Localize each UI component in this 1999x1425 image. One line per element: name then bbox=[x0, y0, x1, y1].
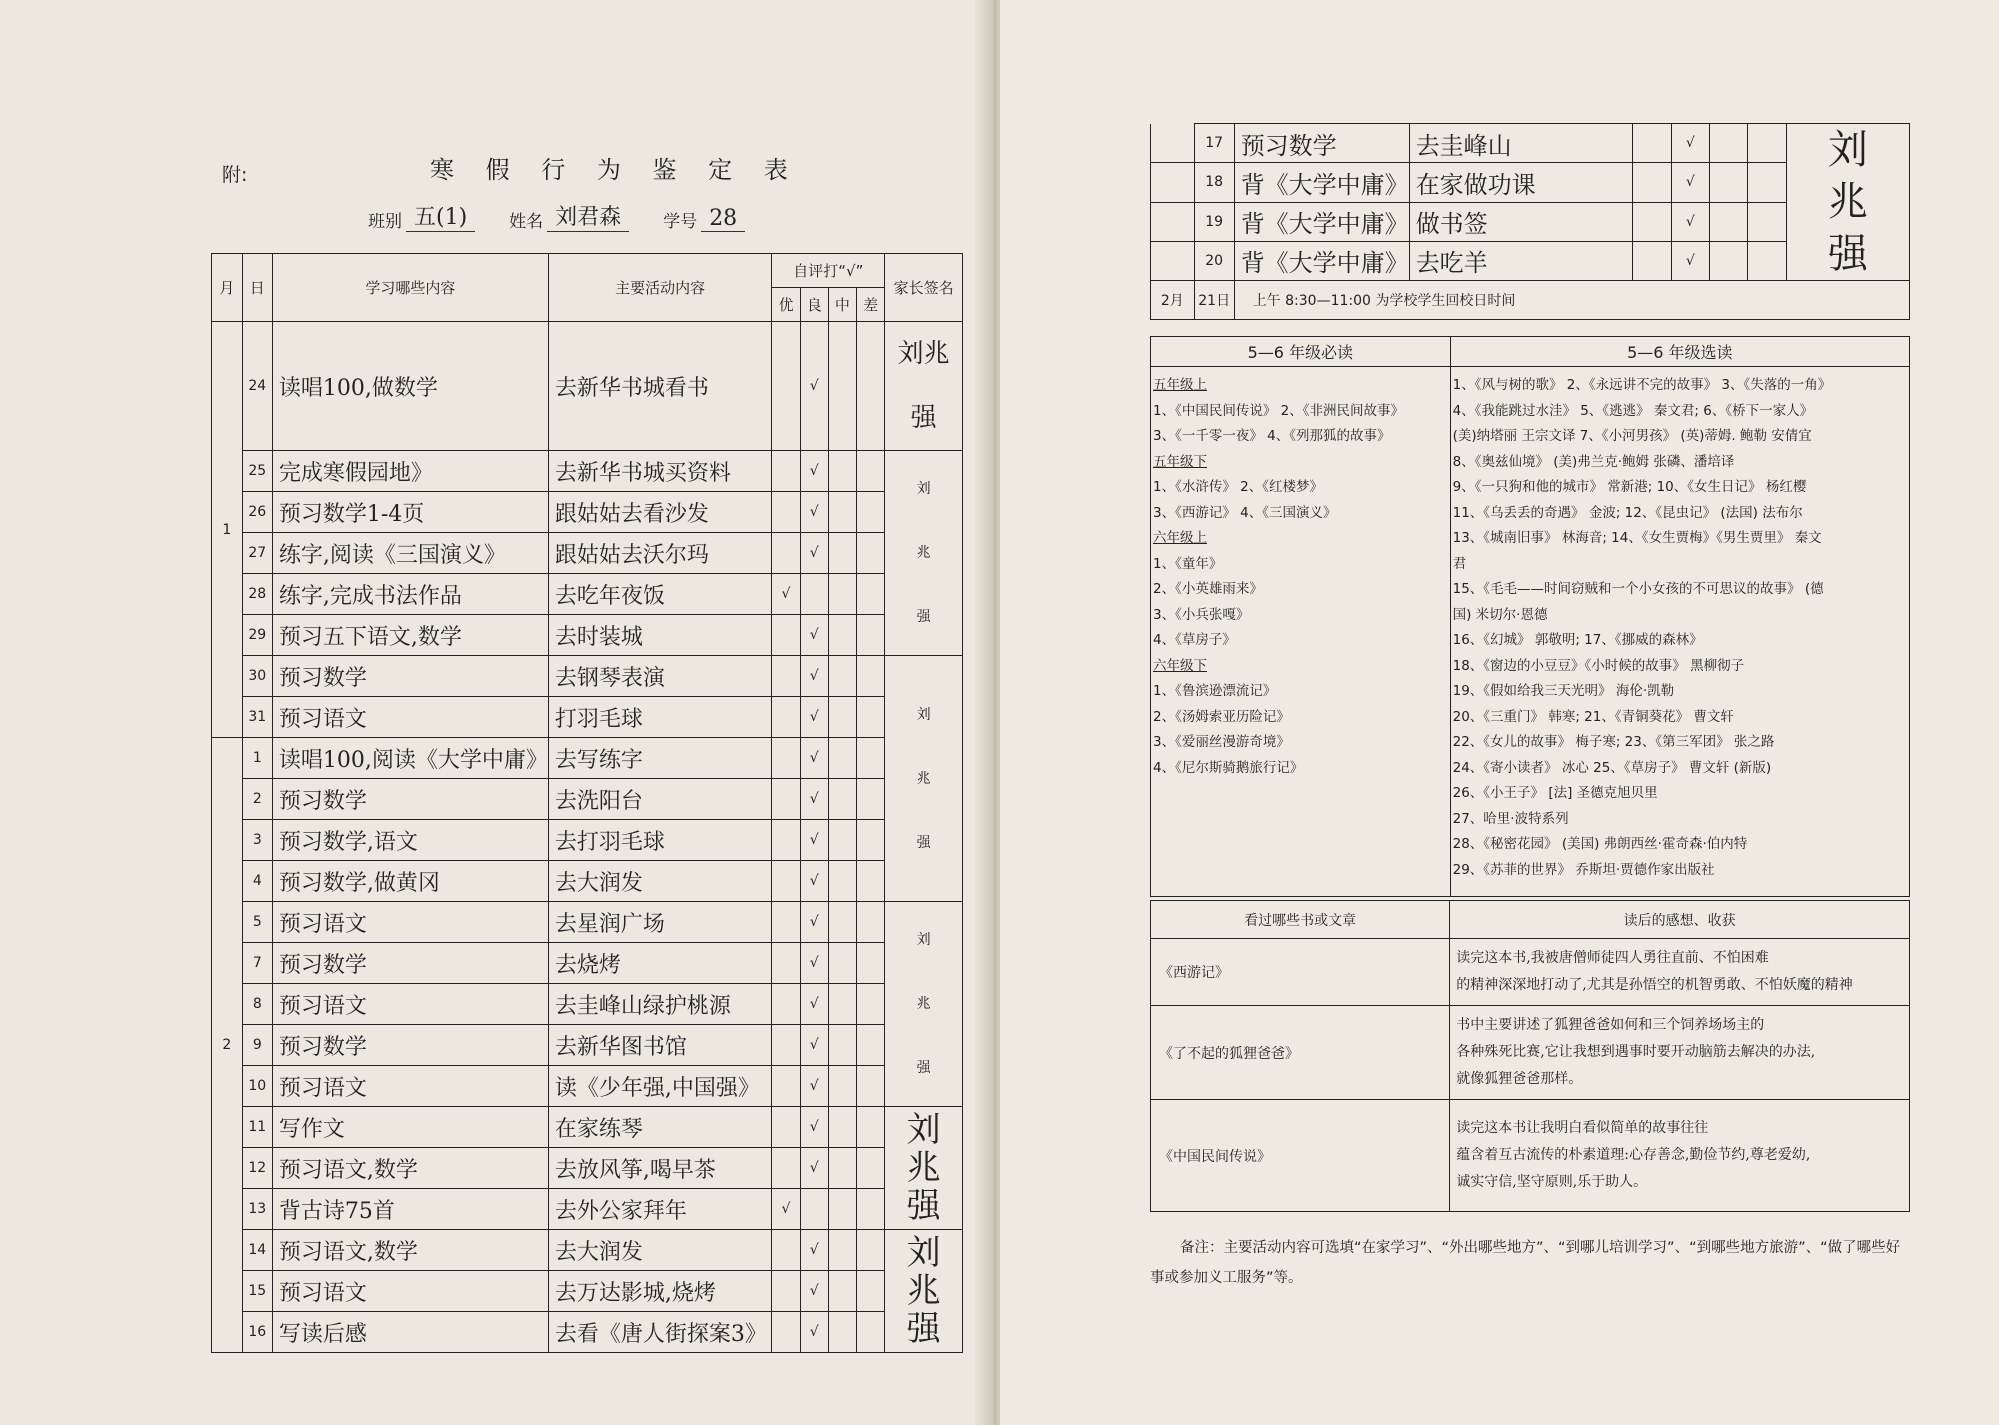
tick-mark: √ bbox=[800, 615, 828, 656]
sig-char: 兆 bbox=[916, 545, 931, 561]
form-title: 寒 假 行 为 鉴 定 表 bbox=[430, 156, 800, 184]
activity-cell: 去圭峰山 bbox=[1409, 124, 1633, 163]
tick-mark: √ bbox=[800, 533, 828, 574]
day-cell: 8 bbox=[242, 984, 272, 1025]
header-month: 月 bbox=[212, 254, 243, 322]
class-value: 五(1) bbox=[406, 200, 475, 232]
grade-label: 六年级下 bbox=[1153, 657, 1207, 674]
day-cell: 2 bbox=[242, 779, 272, 820]
list-item: 16、《幻城》 郭敬明; 17、《挪威的森林》 bbox=[1452, 632, 1703, 648]
study-cell: 背《大学中庸》 bbox=[1234, 202, 1409, 241]
study-cell: 预习语文 bbox=[272, 1066, 548, 1107]
activity-cell: 去万达影城,烧烤 bbox=[548, 1271, 772, 1312]
study-cell: 背古诗75首 bbox=[272, 1189, 548, 1230]
activity-cell: 去新华书城买资料 bbox=[548, 451, 772, 492]
day-cell: 7 bbox=[242, 943, 272, 984]
tick-mark: √ bbox=[800, 820, 828, 861]
optional-list bbox=[1450, 367, 1909, 897]
list-item: 11、《乌丢丢的奇遇》 金波; 12、《昆虫记》 (法国) 法布尔 bbox=[1452, 504, 1803, 521]
sig-char: 刘 bbox=[916, 932, 931, 948]
activity-cell: 去圭峰山绿护桃源 bbox=[548, 984, 772, 1025]
list-item: 3、《爱丽丝漫游奇境》 bbox=[1153, 734, 1290, 750]
activity-cell: 去星润广场 bbox=[548, 902, 772, 943]
tick-mark: √ bbox=[800, 1148, 828, 1189]
sig-char: 强 bbox=[916, 609, 931, 625]
activity-cell: 去放风筝,喝早茶 bbox=[548, 1148, 772, 1189]
activity-cell: 去写练字 bbox=[548, 738, 772, 779]
sig-char: 强 bbox=[906, 1186, 941, 1226]
day-cell: 1 bbox=[242, 738, 272, 779]
parent-signature-vertical bbox=[885, 1107, 963, 1230]
grade-label: 五年级上 bbox=[1153, 377, 1207, 393]
book-reflection bbox=[1450, 1100, 1910, 1212]
study-cell: 预习数学,语文 bbox=[272, 820, 548, 861]
header-poor: 差 bbox=[857, 288, 885, 322]
reading-list-table bbox=[1150, 336, 1910, 897]
activity-cell: 去大润发 bbox=[548, 1230, 772, 1271]
study-cell: 预习数学 bbox=[272, 656, 548, 697]
day-cell: 14 bbox=[242, 1230, 272, 1271]
study-cell: 读唱100,阅读《大学中庸》 bbox=[272, 738, 548, 779]
required-list bbox=[1151, 367, 1451, 897]
day-cell: 4 bbox=[242, 861, 272, 902]
list-item: 19、《假如给我三天光明》 海伦·凯勒 bbox=[1452, 683, 1675, 699]
parent-signature-vertical bbox=[885, 902, 963, 1107]
list-item: (美)纳塔丽 王宗文译 7、《小河男孩》 (英)蒂姆. 鲍勒 安倩宜 bbox=[1452, 428, 1812, 444]
tick-mark: √ bbox=[800, 1271, 828, 1312]
study-cell: 预习语文,数学 bbox=[272, 1148, 548, 1189]
student-info bbox=[368, 200, 779, 232]
sig-char: 强 bbox=[916, 834, 931, 851]
remarks-note: 备注：主要活动内容可选填“在家学习”、“外出哪些地方”、“到哪儿培训学习”、“到哪些地方旅游”、“做了哪些好事或参加义工服务”等。 bbox=[1150, 1240, 1901, 1286]
activity-cell: 去大润发 bbox=[548, 861, 772, 902]
list-item: 26、《小王子》 [法] 圣德克旭贝里 bbox=[1452, 785, 1658, 801]
day-cell: 10 bbox=[242, 1066, 272, 1107]
study-cell: 预习数学 bbox=[272, 943, 548, 984]
activity-cell: 去外公家拜年 bbox=[548, 1189, 772, 1230]
sig-char: 兆 bbox=[1827, 179, 1868, 225]
tick-mark: √ bbox=[800, 738, 828, 779]
list-item: 1、《鲁滨逊漂流记》 bbox=[1153, 683, 1277, 699]
day-cell: 5 bbox=[242, 902, 272, 943]
tick-mark: √ bbox=[800, 697, 828, 738]
reflection-line: 诚实守信,坚守原则,乐于助人。 bbox=[1456, 1174, 1648, 1190]
sig-char: 强 bbox=[916, 1060, 931, 1076]
sig-char: 刘 bbox=[906, 1233, 941, 1273]
list-item: 13、《城南旧事》 林海音; 14、《女生贾梅》《男生贾里》 秦文 bbox=[1452, 530, 1822, 546]
book-title: 《了不起的狐狸爸爸》 bbox=[1151, 1006, 1450, 1100]
sig-char: 刘 bbox=[916, 481, 931, 497]
day-cell: 16 bbox=[242, 1312, 272, 1353]
sig-char: 兆 bbox=[906, 1271, 941, 1311]
list-item: 4、《我能跳过水洼》 5、《逃逃》 秦文君; 6、《桥下一家人》 bbox=[1452, 402, 1814, 419]
month-jan: 1 bbox=[212, 322, 243, 738]
tick-mark: √ bbox=[772, 1189, 800, 1230]
tick-mark: √ bbox=[800, 492, 828, 533]
sig-char: 兆 bbox=[916, 770, 931, 787]
study-cell: 背《大学中庸》 bbox=[1234, 241, 1409, 280]
day-cell: 19 bbox=[1194, 202, 1234, 241]
header-good: 良 bbox=[800, 288, 828, 322]
study-cell: 预习数学 bbox=[272, 779, 548, 820]
list-item: 27、哈里·波特系列 bbox=[1452, 810, 1569, 827]
list-item: 8、《奥兹仙境》 (美)弗兰克·鲍姆 张磷、潘培译 bbox=[1452, 453, 1735, 470]
study-cell: 预习语文 bbox=[272, 1271, 548, 1312]
study-cell: 写作文 bbox=[272, 1107, 548, 1148]
tick-mark: √ bbox=[800, 1312, 828, 1353]
activity-cell: 去烧烤 bbox=[548, 943, 772, 984]
attachment-label: 附: bbox=[222, 164, 248, 186]
activity-cell: 在家练琴 bbox=[548, 1107, 772, 1148]
tick-mark: √ bbox=[1671, 124, 1710, 163]
reflection-line: 读完这本书,我被唐僧师徒四人勇往直前、不怕困难 bbox=[1456, 950, 1769, 966]
reflection-line: 的精神深深地打动了,尤其是孙悟空的机智勇敢、不怕妖魔的精神 bbox=[1456, 977, 1853, 993]
activity-cell: 去新华图书馆 bbox=[548, 1025, 772, 1066]
tick-mark: √ bbox=[772, 574, 800, 615]
behavior-table-continued bbox=[1150, 123, 1910, 320]
sig-char: 强 bbox=[906, 1309, 941, 1349]
name-label: 姓名 bbox=[509, 212, 544, 232]
study-cell: 背《大学中庸》 bbox=[1234, 163, 1409, 202]
return-month: 2月 bbox=[1151, 281, 1195, 320]
sig-char: 刘 bbox=[906, 1110, 941, 1150]
list-item: 3、《小兵张嘎》 bbox=[1153, 606, 1250, 623]
day-cell: 28 bbox=[242, 574, 272, 615]
list-item: 22、《女儿的故事》 梅子寒; 23、《第三军团》 张之路 bbox=[1452, 734, 1775, 750]
tick-mark: √ bbox=[800, 656, 828, 697]
study-cell: 读唱100,做数学 bbox=[272, 322, 548, 451]
study-cell: 写读后感 bbox=[272, 1312, 548, 1353]
activity-cell: 读《少年强,中国强》 bbox=[548, 1066, 772, 1107]
list-item: 4、《尼尔斯骑鹅旅行记》 bbox=[1153, 759, 1304, 776]
book-reflection bbox=[1450, 939, 1910, 1006]
tick-mark: √ bbox=[1671, 202, 1710, 241]
list-item: 15、《毛毛——时间窃贼和一个小女孩的不可思议的故事》 (德 bbox=[1452, 581, 1824, 597]
id-label: 学号 bbox=[663, 212, 698, 232]
list-item: 24、《寄小读者》 冰心 25、《草房子》 曹文轩 (新版) bbox=[1452, 759, 1772, 776]
list-item: 18、《窗边的小豆豆》《小时候的故事》 黑柳彻子 bbox=[1452, 657, 1745, 674]
study-cell: 预习五下语文,数学 bbox=[272, 615, 548, 656]
header-medium: 中 bbox=[828, 288, 856, 322]
tick-mark: √ bbox=[800, 1025, 828, 1066]
study-cell: 预习数学,做黄冈 bbox=[272, 861, 548, 902]
study-cell: 完成寒假园地》 bbox=[272, 451, 548, 492]
month-feb: 2 bbox=[212, 738, 243, 1353]
activity-cell: 去打羽毛球 bbox=[548, 820, 772, 861]
list-item: 3、《西游记》 4、《三国演义》 bbox=[1153, 504, 1337, 521]
sig-char: 兆 bbox=[906, 1148, 941, 1188]
header-excellent: 优 bbox=[772, 288, 800, 322]
reflection-line: 就像狐狸爸爸那样。 bbox=[1456, 1071, 1583, 1087]
tick-mark: √ bbox=[800, 861, 828, 902]
list-item: 2、《小英雄雨来》 bbox=[1153, 581, 1263, 597]
sig-char: 刘 bbox=[1827, 127, 1868, 173]
reflection-line: 读完这本书让我明白看似简单的故事往往 bbox=[1456, 1120, 1709, 1136]
day-cell: 18 bbox=[1194, 163, 1234, 202]
day-cell: 17 bbox=[1194, 124, 1234, 163]
study-cell: 预习数学 bbox=[1234, 124, 1409, 163]
reflection-table bbox=[1150, 900, 1910, 1212]
header-self-eval: 自评打“√” bbox=[772, 254, 885, 288]
activity-cell: 跟姑姑去沃尔玛 bbox=[548, 533, 772, 574]
list-item: 4、《草房子》 bbox=[1153, 632, 1236, 648]
activity-cell: 去新华书城看书 bbox=[548, 322, 772, 451]
tick-mark: √ bbox=[800, 451, 828, 492]
tick-mark: √ bbox=[800, 322, 828, 451]
grade-label: 五年级下 bbox=[1153, 453, 1207, 470]
reflection-line: 蕴含着互古流传的朴素道理:心存善念,勤俭节约,尊老爱幼, bbox=[1456, 1147, 1811, 1163]
tick-mark: √ bbox=[800, 943, 828, 984]
book-title: 《中国民间传说》 bbox=[1151, 1100, 1450, 1212]
return-day: 21日 bbox=[1194, 281, 1234, 320]
book-reflection bbox=[1450, 1006, 1910, 1100]
study-cell: 预习语文 bbox=[272, 902, 548, 943]
day-cell: 25 bbox=[242, 451, 272, 492]
day-cell: 11 bbox=[242, 1107, 272, 1148]
list-item: 1、《水浒传》 2、《红楼梦》 bbox=[1153, 479, 1323, 495]
tick-mark: √ bbox=[800, 984, 828, 1025]
list-item: 君 bbox=[1452, 555, 1467, 572]
day-cell: 3 bbox=[242, 820, 272, 861]
study-cell: 练字,完成书法作品 bbox=[272, 574, 548, 615]
behavior-table bbox=[211, 253, 963, 1353]
header-study: 学习哪些内容 bbox=[272, 254, 548, 322]
list-item: 1、《中国民间传说》 2、《非洲民间故事》 bbox=[1153, 402, 1404, 419]
activity-cell: 去看《唐人街探案3》 bbox=[548, 1312, 772, 1353]
return-text: 上午 8:30—11:00 为学校学生回校日时间 bbox=[1234, 281, 1909, 320]
study-cell: 预习语文,数学 bbox=[272, 1230, 548, 1271]
day-cell: 29 bbox=[242, 615, 272, 656]
list-item: 2、《汤姆索亚历险记》 bbox=[1153, 708, 1290, 725]
header-activity: 主要活动内容 bbox=[548, 254, 772, 322]
day-cell: 27 bbox=[242, 533, 272, 574]
list-item: 1、《风与树的歌》 2、《永远讲不完的故事》 3、《失落的一角》 bbox=[1452, 377, 1832, 393]
sig-char: 兆 bbox=[916, 996, 931, 1012]
activity-cell: 去时装城 bbox=[548, 615, 772, 656]
tick-mark: √ bbox=[800, 1230, 828, 1271]
study-cell: 预习语文 bbox=[272, 984, 548, 1025]
list-item: 1、《童年》 bbox=[1153, 555, 1223, 572]
left-page bbox=[0, 0, 985, 1425]
header-parent-sig: 家长签名 bbox=[885, 254, 963, 322]
day-cell: 9 bbox=[242, 1025, 272, 1066]
study-cell: 预习数学1-4页 bbox=[272, 492, 548, 533]
day-cell: 26 bbox=[242, 492, 272, 533]
class-label: 班别 bbox=[368, 212, 402, 232]
parent-signature-vertical bbox=[885, 1230, 963, 1353]
study-cell: 预习数学 bbox=[272, 1025, 548, 1066]
day-cell: 30 bbox=[242, 656, 272, 697]
day-cell: 24 bbox=[242, 322, 272, 451]
activity-cell: 打羽毛球 bbox=[548, 697, 772, 738]
header-day: 日 bbox=[242, 254, 272, 322]
activity-cell: 跟姑姑去看沙发 bbox=[548, 492, 772, 533]
tick-mark: √ bbox=[800, 902, 828, 943]
parent-signature-vertical bbox=[1786, 124, 1909, 281]
grade-label: 六年级上 bbox=[1153, 530, 1207, 546]
day-cell: 20 bbox=[1194, 241, 1234, 280]
id-value: 28 bbox=[701, 206, 745, 232]
parent-signature-vertical bbox=[885, 656, 963, 902]
reflection-line: 各种殊死比赛,它让我想到遇事时要开动脑筋去解决的办法, bbox=[1456, 1044, 1816, 1060]
activity-cell: 去吃羊 bbox=[1409, 241, 1633, 280]
parent-signature-vertical bbox=[885, 451, 963, 656]
study-cell: 练字,阅读《三国演义》 bbox=[272, 533, 548, 574]
list-item: 国) 米切尔·恩德 bbox=[1452, 606, 1548, 623]
day-cell: 13 bbox=[242, 1189, 272, 1230]
optional-header: 5—6 年级选读 bbox=[1450, 337, 1909, 367]
list-item: 9、《一只狗和他的城市》 常新港; 10、《女生日记》 杨红樱 bbox=[1452, 479, 1807, 495]
day-cell: 12 bbox=[242, 1148, 272, 1189]
tick-mark: √ bbox=[800, 779, 828, 820]
day-cell: 15 bbox=[242, 1271, 272, 1312]
sig-char: 强 bbox=[1827, 231, 1868, 277]
reflection-line: 书中主要讲述了狐狸爸爸如何和三个饲养场场主的 bbox=[1456, 1017, 1765, 1033]
required-header: 5—6 年级必读 bbox=[1151, 337, 1451, 367]
book-title: 《西游记》 bbox=[1151, 939, 1450, 1006]
sig-char: 刘 bbox=[916, 706, 931, 723]
study-cell: 预习语文 bbox=[272, 697, 548, 738]
list-item: 20、《三重门》 韩寒; 21、《青铜葵花》 曹文轩 bbox=[1452, 708, 1734, 725]
feel-header: 读后的感想、收获 bbox=[1450, 901, 1910, 939]
list-item: 28、《秘密花园》 (美国) 弗朗西丝·霍奇森·伯内特 bbox=[1452, 836, 1748, 852]
activity-cell: 去吃年夜饭 bbox=[548, 574, 772, 615]
list-item: 3、《一千零一夜》 4、《列那狐的故事》 bbox=[1153, 428, 1391, 444]
tick-mark: √ bbox=[1671, 163, 1710, 202]
activity-cell: 做书签 bbox=[1409, 202, 1633, 241]
tick-mark: √ bbox=[800, 1107, 828, 1148]
name-value: 刘君森 bbox=[547, 200, 629, 232]
activity-cell: 在家做功课 bbox=[1409, 163, 1633, 202]
list-item: 29、《苏菲的世界》 乔斯坦·贾德作家出版社 bbox=[1452, 861, 1715, 878]
parent-signature: 刘兆强 bbox=[885, 322, 963, 451]
activity-cell: 去洗阳台 bbox=[548, 779, 772, 820]
tick-mark: √ bbox=[800, 1066, 828, 1107]
day-cell: 31 bbox=[242, 697, 272, 738]
read-header: 看过哪些书或文章 bbox=[1151, 901, 1450, 939]
activity-cell: 去钢琴表演 bbox=[548, 656, 772, 697]
tick-mark: √ bbox=[1671, 241, 1710, 280]
